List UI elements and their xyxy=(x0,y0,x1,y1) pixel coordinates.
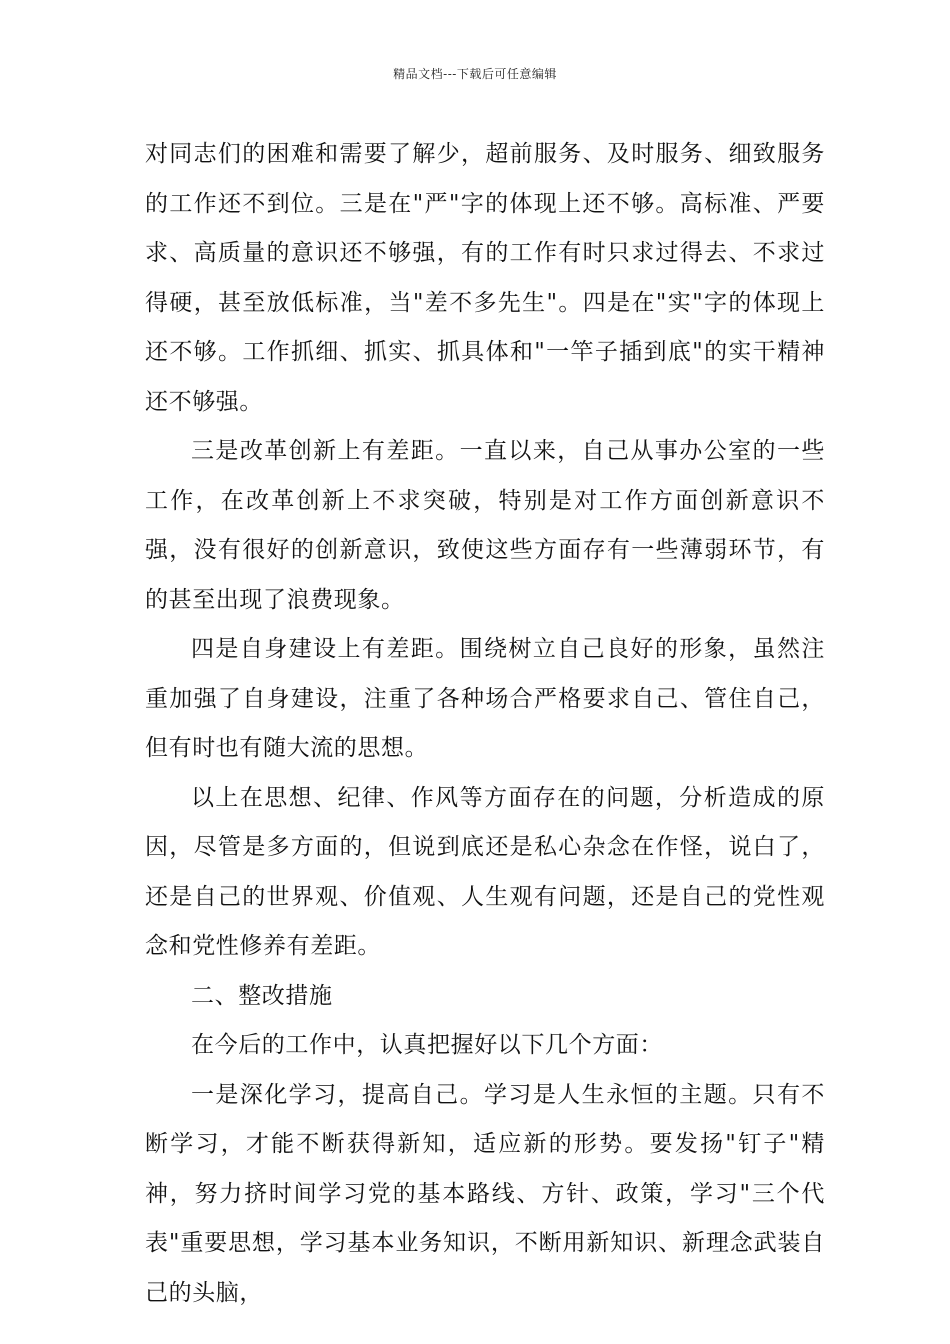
section-heading: 二、整改措施 xyxy=(191,982,333,1009)
paragraph: 四是自身建设上有差距。围绕树立自己良好的形象，虽然注重加强了自身建设，注重了各种场合严格要求自己、管住自己，但有时也有随大流的思想。 xyxy=(145,636,825,761)
page-header: 精品文档---下载后可任意编辑 xyxy=(393,67,557,81)
paragraph: 在今后的工作中，认真把握好以下几个方面： xyxy=(191,1032,663,1058)
paragraph: 一是深化学习，提高自己。学习是人生永恒的主题。只有不断学习，才能不断获得新知，适应新的形势。要发扬"钉子"精神，努力挤时间学习党的基本路线、方针、政策，学习"三个代表"重要思想，学习基本业务知识，不断用新知识、新理念武装自己的头脑， xyxy=(145,1081,825,1306)
paragraph: 三是改革创新上有差距。一直以来，自己从事办公室的一些工作，在改革创新上不求突破，特别是对工作方面创新意识不强，没有很好的创新意识，致使这些方面存有一些薄弱环节，有的甚至出现了浪费现象。 xyxy=(145,438,825,613)
document-body xyxy=(145,130,825,1318)
paragraph: 对同志们的困难和需要了解少，超前服务、及时服务、细致服务的工作还不到位。三是在"严"字的体现上还不够。高标准、严要求、高质量的意识还不够强，有的工作有时只求过得去、不求过得硬，甚至放低标准，当"差不多先生"。四是在"实"字的体现上还不够。工作抓细、抓实、抓具体和"一竿子插到底"的实干精神还不够强。 xyxy=(145,141,825,415)
paragraph: 以上在思想、纪律、作风等方面存在的问题，分析造成的原因，尽管是多方面的，但说到底还是私心杂念在作怪，说白了，还是自己的世界观、价值观、人生观有问题，还是自己的党性观念和党性修养有差距。 xyxy=(145,784,825,959)
